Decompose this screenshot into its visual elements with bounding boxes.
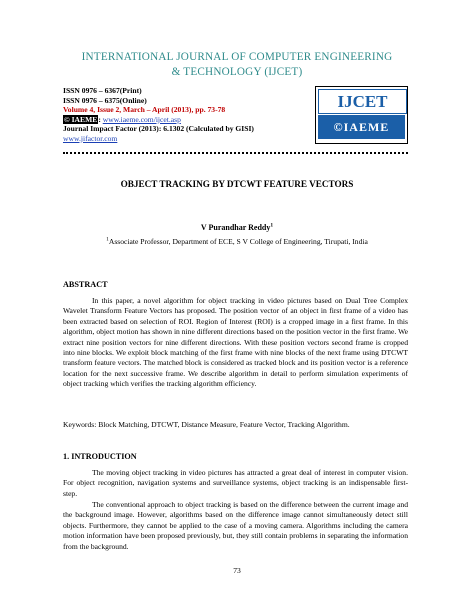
volume-info: Volume 4, Issue 2, March – April (2013), pp. 73-78 <box>63 105 226 115</box>
issn-print: ISSN 0976 – 6367(Print) <box>63 86 142 95</box>
journal-url-link[interactable]: www.iaeme.com/ijcet.asp <box>102 114 181 124</box>
header-divider <box>63 152 408 154</box>
journal-title <box>0 50 474 80</box>
publisher-tag: © IAEME <box>64 114 98 124</box>
paper-title: OBJECT TRACKING BY DTCWT FEATURE VECTORS <box>120 179 354 189</box>
intro-paragraph-2: The conventional approach to object tracking is based on the difference between the current image and the background image. However, algorithms based on the difference image cannot simultaneously detect still objects. Furthermore, they cannot be applied to the case of a moving camera. Algorithms including the camera motion information have been proposed previously, but, they still contain problems in separating the information from the background. <box>63 500 408 551</box>
intro-paragraph-1: The moving object tracking in video pictures has attracted a great deal of interest in computer vision. For object recognition, navigation systems and surveillance systems, object tracking is an indispensable first-step. <box>63 468 408 498</box>
author-sup: 1 <box>270 222 274 229</box>
logo-ijcet-text: IJCET <box>318 89 407 114</box>
keywords-label: Keywords: <box>63 420 97 429</box>
issn-online: ISSN 0976 – 6375(Online) <box>63 95 147 105</box>
journal-title-line2: & TECHNOLOGY (IJCET) <box>171 66 303 78</box>
abstract-text: In this paper, a novel algorithm for object tracking in video pictures based on Dual Tree Complex Wavelet Transform Feature Vectors has proposed. The position vector of an object in first frame of a video has been extracted based on selection of ROI. Region of Interest (ROI) is a cropped image in a first frame. In this algorithm, object motion has shown in nine different directions based on the position vector in the first frame. We extract nine position vectors for nine different directions. With these position vectors second frame is cropped into nine blocks. We exploit block matching of the first frame with nine blocks of the next frame using DTCWT transform feature vectors. The matched block is considered as tracked block and its position vector is a reference location for the next successive frame. We describe algorithm in detail to perform simulation experiments of object tracking which verifies the tracking algorithm efficiency. <box>63 296 408 389</box>
author-name: V Purandhar Reddy <box>200 223 271 232</box>
keywords <box>63 420 408 430</box>
journal-meta <box>63 86 254 144</box>
publisher-line <box>63 115 254 125</box>
publisher-sep: : <box>98 114 103 124</box>
abstract-heading: ABSTRACT <box>63 280 108 289</box>
journal-title-line1: INTERNATIONAL JOURNAL OF COMPUTER ENGINEERING <box>81 51 393 63</box>
affil-sup: 1 <box>106 236 109 243</box>
affiliation: Associate Professor, Department of ECE, S V College of Engineering, Tirupati, India <box>108 237 368 246</box>
affiliation-line <box>0 237 474 246</box>
jifactor-link[interactable]: www.jifactor.com <box>63 133 118 143</box>
keywords-text: Block Matching, DTCWT, Distance Measure, Feature Vector, Tracking Algorithm. <box>96 420 350 429</box>
logo-iaeme-text: ©IAEME <box>318 115 405 139</box>
intro-heading: 1. INTRODUCTION <box>63 452 137 461</box>
ijcet-logo <box>315 86 408 144</box>
impact-factor: Journal Impact Factor (2013): 6.1302 (Calculated by GISI) <box>63 124 254 134</box>
author-line <box>0 223 474 232</box>
page-number: 73 <box>233 566 241 575</box>
